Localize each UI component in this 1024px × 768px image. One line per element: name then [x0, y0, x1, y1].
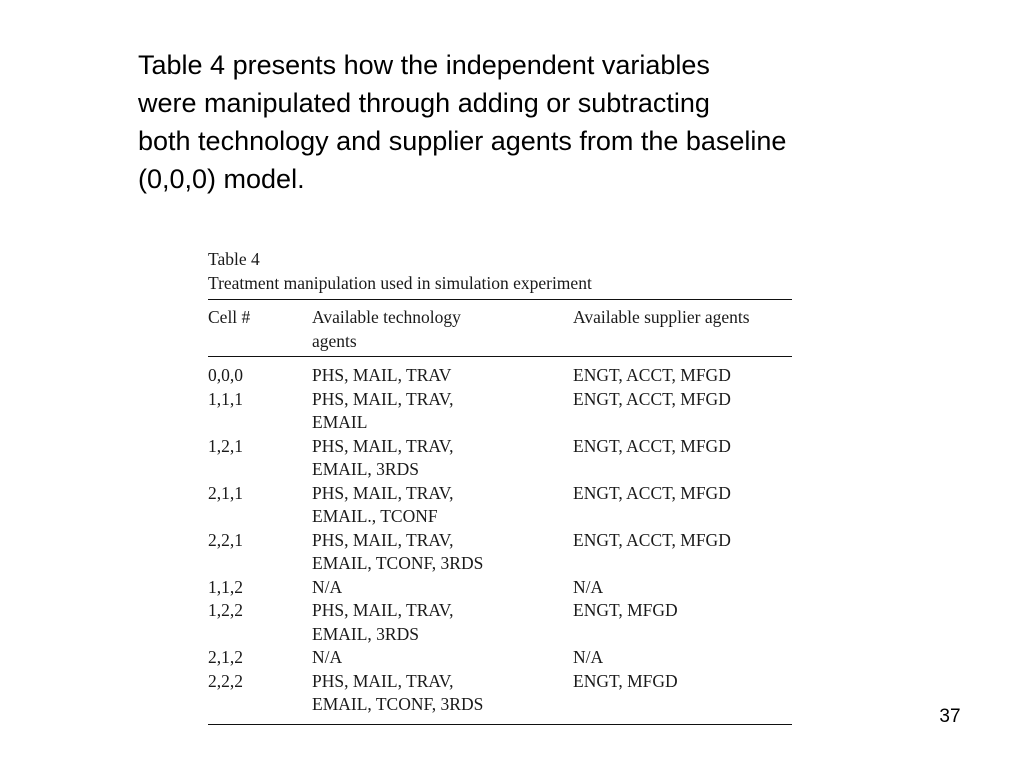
cell-number: 2,2,2 — [208, 670, 243, 691]
technology-agents-cell — [312, 482, 454, 529]
supplier-agents-cell: ENGT, MFGD — [573, 600, 678, 620]
technology-agents-cell — [312, 529, 483, 576]
technology-agents-line: PHS, MAIL, TRAV — [312, 365, 452, 385]
technology-agents-line: EMAIL, 3RDS — [312, 623, 419, 644]
page-number: 37 — [939, 706, 961, 727]
technology-agents-line: EMAIL — [312, 412, 368, 432]
table-header-row — [208, 300, 792, 353]
technology-agents-line: PHS, MAIL, TRAV, — [312, 670, 454, 691]
treatment-table — [208, 248, 792, 725]
supplier-agents-cell: N/A — [573, 647, 604, 667]
table-row — [208, 599, 792, 646]
intro-line: were manipulated through adding or subtracting — [138, 88, 710, 118]
table-row — [208, 388, 792, 435]
supplier-agents-cell: ENGT, ACCT, MFGD — [573, 482, 731, 503]
header-supplier-agents: Available supplier agents — [573, 307, 750, 327]
technology-agents-line: PHS, MAIL, TRAV, — [312, 435, 454, 456]
table-row — [208, 482, 792, 529]
cell-number: 2,1,1 — [208, 482, 243, 503]
table-row — [208, 670, 792, 717]
technology-agents-cell — [312, 599, 454, 646]
supplier-agents-cell: ENGT, ACCT, MFGD — [573, 529, 731, 550]
header-technology-line: agents — [312, 330, 357, 351]
header-technology-agents — [312, 306, 461, 353]
intro-line: both technology and supplier agents from the baseline — [138, 126, 787, 156]
technology-agents-line: EMAIL, TCONF, 3RDS — [312, 694, 484, 714]
technology-agents-line: N/A — [312, 576, 343, 597]
cell-number: 1,2,1 — [208, 435, 243, 456]
cell-number: 2,1,2 — [208, 647, 243, 667]
table-row — [208, 529, 792, 576]
table-bottom-rule — [208, 724, 792, 725]
technology-agents-line: PHS, MAIL, TRAV, — [312, 482, 454, 503]
technology-agents-cell — [312, 576, 342, 600]
technology-agents-cell — [312, 646, 342, 670]
cell-number: 1,1,2 — [208, 576, 243, 597]
supplier-agents-cell: ENGT, ACCT, MFGD — [573, 365, 731, 385]
technology-agents-line: PHS, MAIL, TRAV, — [312, 600, 454, 620]
technology-agents-line: PHS, MAIL, TRAV, — [312, 388, 454, 409]
table-body — [208, 357, 792, 717]
table-row — [208, 435, 792, 482]
table-row — [208, 364, 792, 388]
table-caption-subtitle: Treatment manipulation used in simulation experiment — [208, 272, 592, 293]
cell-number: 1,1,1 — [208, 388, 243, 409]
technology-agents-line: N/A — [312, 647, 343, 667]
header-technology-line: Available technology — [312, 307, 461, 327]
cell-number: 1,2,2 — [208, 600, 243, 620]
intro-line: Table 4 presents how the independent variables — [138, 50, 710, 80]
technology-agents-line: EMAIL., TCONF — [312, 506, 438, 526]
supplier-agents-cell: ENGT, ACCT, MFGD — [573, 435, 731, 456]
table-row — [208, 576, 792, 600]
header-cell-number: Cell # — [208, 307, 251, 327]
cell-number: 2,2,1 — [208, 529, 243, 550]
table-row — [208, 646, 792, 670]
technology-agents-line: EMAIL, TCONF, 3RDS — [312, 553, 484, 573]
cell-number: 0,0,0 — [208, 365, 243, 385]
supplier-agents-cell: ENGT, MFGD — [573, 670, 678, 691]
intro-paragraph — [138, 46, 998, 198]
intro-line: (0,0,0) model. — [138, 164, 305, 194]
technology-agents-line: EMAIL, 3RDS — [312, 459, 419, 479]
technology-agents-cell — [312, 364, 451, 388]
technology-agents-cell — [312, 670, 483, 717]
technology-agents-line: PHS, MAIL, TRAV, — [312, 529, 454, 550]
technology-agents-cell — [312, 435, 454, 482]
table-caption-title: Table 4 — [208, 249, 260, 269]
supplier-agents-cell: N/A — [573, 576, 604, 597]
technology-agents-cell — [312, 388, 454, 435]
supplier-agents-cell: ENGT, ACCT, MFGD — [573, 388, 731, 409]
